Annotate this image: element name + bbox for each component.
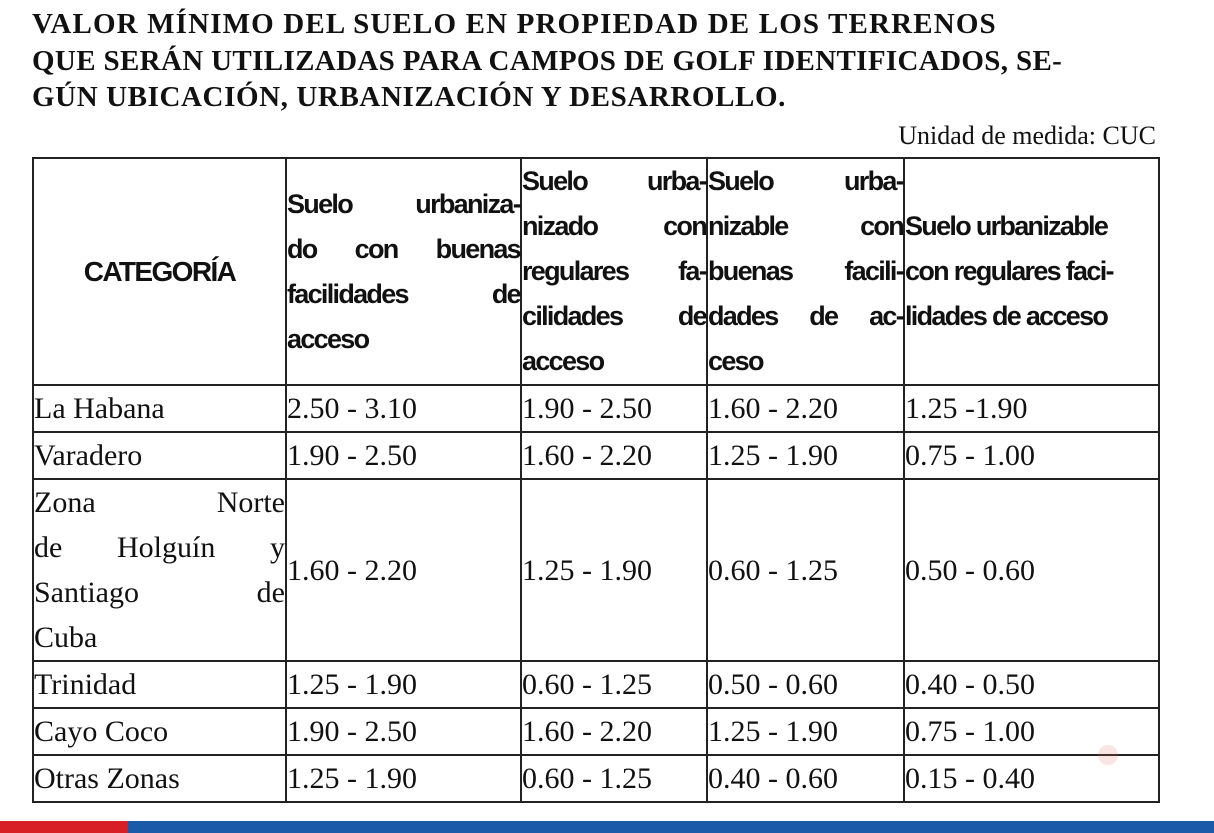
table-cell: 1.25 - 1.90 xyxy=(286,661,521,708)
table-row xyxy=(33,432,1159,479)
table-cell: 0.40 - 0.50 xyxy=(904,661,1159,708)
column-header xyxy=(707,158,904,385)
page-title xyxy=(32,6,1158,116)
table-cell: 1.25 - 1.90 xyxy=(707,432,904,479)
title-line: VALOR MÍNIMO DEL SUELO EN PROPIEDAD DE LOS TERRENOS xyxy=(32,8,997,40)
column-header-line: nizable con xyxy=(708,211,903,241)
column-header xyxy=(286,158,521,385)
table-row xyxy=(33,661,1159,708)
column-header-line: acceso xyxy=(287,323,369,354)
table-cell: 1.90 - 2.50 xyxy=(521,385,707,432)
row-category: Varadero xyxy=(33,432,286,479)
row-category: La Habana xyxy=(33,385,286,432)
table-cell: 1.25 - 1.90 xyxy=(707,708,904,755)
table-cell: 0.50 - 0.60 xyxy=(904,479,1159,661)
table-header-row xyxy=(33,158,1159,385)
column-header-line: cilidades de xyxy=(522,301,706,331)
watermark-mark xyxy=(1098,745,1118,765)
category-header: CATEGORÍA xyxy=(33,158,286,385)
column-header xyxy=(521,158,707,385)
table-cell: 0.60 - 1.25 xyxy=(521,661,707,708)
unit-label: Unidad de medida: CUC xyxy=(898,121,1156,150)
table-cell: 0.40 - 0.60 xyxy=(707,755,904,802)
table-cell: 0.75 - 1.00 xyxy=(904,708,1159,755)
column-header-line: do con buenas xyxy=(287,233,520,264)
column-header-line: ceso xyxy=(708,346,763,376)
title-line: GÚN UBICACIÓN, URBANIZACIÓN Y DESARROLLO. xyxy=(32,81,786,113)
table-row xyxy=(33,708,1159,755)
column-header-line: buenas facili- xyxy=(708,256,903,286)
table-cell: 0.15 - 0.40 xyxy=(904,755,1159,802)
column-header-line: Suelo urba- xyxy=(708,166,903,196)
title-line: QUE SERÁN UTILIZADAS PARA CAMPOS DE GOLF IDENTIFICADOS, SE- xyxy=(32,44,1063,77)
table-cell: 2.50 - 3.10 xyxy=(286,385,521,432)
column-header-line: nizado con xyxy=(522,211,706,241)
column-header xyxy=(904,158,1159,385)
table-cell: 1.60 - 2.20 xyxy=(521,708,707,755)
column-header-line: lidades de acceso xyxy=(905,301,1108,331)
row-category: Cayo Coco xyxy=(33,708,286,755)
row-category-line: Santiago de xyxy=(34,576,285,609)
table-row xyxy=(33,385,1159,432)
column-header-line: dades de ac- xyxy=(708,301,903,331)
table-cell: 1.60 - 2.20 xyxy=(521,432,707,479)
row-category xyxy=(33,479,286,661)
row-category-line: de Holguín y xyxy=(34,531,285,564)
footer-blue-segment xyxy=(128,821,1214,833)
table-cell: 0.60 - 1.25 xyxy=(521,755,707,802)
column-header-line: Suelo urbanizable xyxy=(905,211,1108,241)
footer-red-segment xyxy=(0,821,128,833)
column-header-line: Suelo urbaniza- xyxy=(287,188,520,219)
table-cell: 1.90 - 2.50 xyxy=(286,432,521,479)
table-cell: 1.25 - 1.90 xyxy=(286,755,521,802)
column-header-line: con regulares faci- xyxy=(905,256,1113,286)
value-table xyxy=(32,157,1160,803)
row-category: Otras Zonas xyxy=(33,755,286,802)
row-category-line: Cuba xyxy=(34,621,98,654)
table-cell: 1.60 - 2.20 xyxy=(286,479,521,661)
table-cell: 1.60 - 2.20 xyxy=(707,385,904,432)
table-cell: 1.90 - 2.50 xyxy=(286,708,521,755)
column-header-line: regulares fa- xyxy=(522,256,706,286)
table-cell: 0.50 - 0.60 xyxy=(707,661,904,708)
column-header-line: Suelo urba- xyxy=(522,166,706,196)
table-row xyxy=(33,479,1159,661)
footer-color-bar xyxy=(0,821,1214,833)
table-cell: 1.25 -1.90 xyxy=(904,385,1159,432)
row-category-line: Zona Norte xyxy=(34,486,285,519)
table-cell: 0.75 - 1.00 xyxy=(904,432,1159,479)
column-header-line: acceso xyxy=(522,346,604,376)
column-header-line: facilidades de xyxy=(287,278,520,309)
table-cell: 0.60 - 1.25 xyxy=(707,479,904,661)
table-row xyxy=(33,755,1159,802)
table-cell: 1.25 - 1.90 xyxy=(521,479,707,661)
row-category: Trinidad xyxy=(33,661,286,708)
